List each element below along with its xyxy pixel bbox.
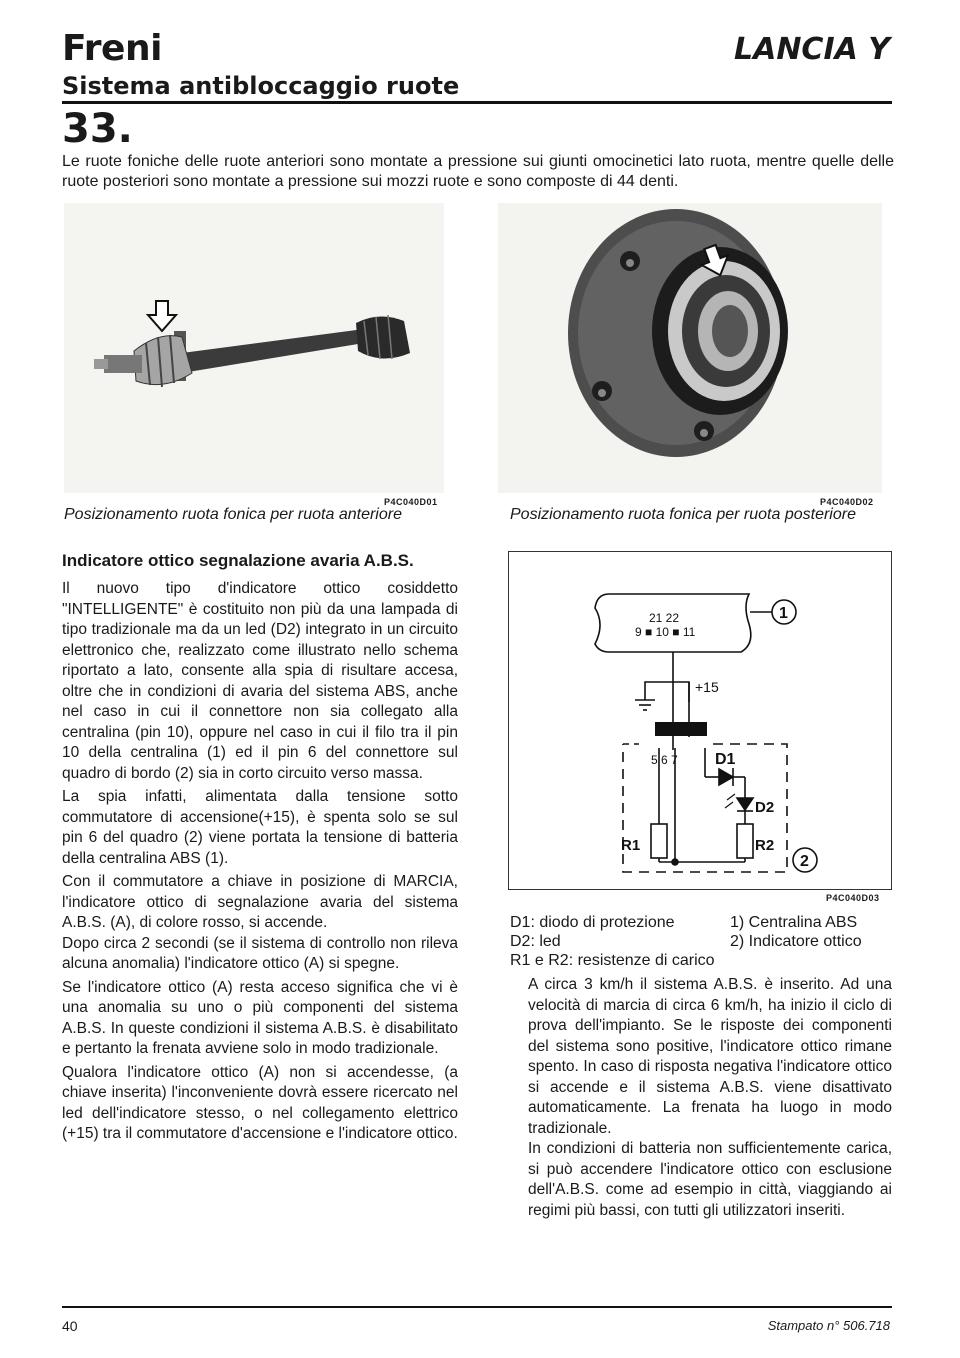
- legend-item: 1) Centralina ABS: [730, 914, 858, 931]
- legend-right: [730, 913, 862, 951]
- legend-left: [510, 913, 715, 970]
- paragraph: Con il commutatore a chiave in posizione di MARCIA, l'indicatore ottico di segnalazione avaria del sistema A.B.S. (A), di colore rosso, si accende.: [62, 873, 458, 931]
- paragraph: La spia infatti, alimentata dalla tensione sotto commutatore di accensione(+15), è spenta solo se sul pin 6 del quadro (2) viene portata la tensione di batteria della centralina ABS (1).: [62, 788, 458, 867]
- paragraph: A circa 3 km/h il sistema A.B.S. è inserito. Ad una velocità di marcia di circa 6 km/h, ha inizio il ciclo di prova dell'impianto. Se le risposte dei componenti del sistema sono positive, l'indicatore ottico rimane spento. In caso di risposta negativa l'indicatore ottico si accende e il sistema A.B.S. viene disattivato automaticamente. La frenata ha luogo in modo tradizionale.: [528, 976, 892, 1137]
- ecu-pins-top: 21 22: [649, 611, 680, 625]
- brand-title: LANCIA Y: [733, 32, 890, 67]
- label-r1: R1: [621, 837, 641, 854]
- section-heading: Indicatore ottico segnalazione avaria A.B.S.: [62, 551, 414, 570]
- print-reference: Stampato n° 506.718: [767, 1318, 890, 1333]
- paragraph: Qualora l'indicatore ottico (A) non si accendesse, (a chiave inserita) l'inconveniente dovrà essere ricercato nel led dell'indicatore stesso, o nel collegamento elettrico (+15) tra il commutatore d'accensione e l'indicatore ottico.: [62, 1063, 458, 1142]
- label-r2: R2: [755, 837, 775, 854]
- label-d2: D2: [755, 799, 775, 816]
- supply-label: +15: [695, 679, 719, 695]
- circuit-diagram: [508, 551, 892, 890]
- rear-hub-image: [498, 203, 882, 493]
- circuit-schematic: [509, 552, 891, 889]
- paragraph: Il nuovo tipo d'indicatore ottico cosiddetto "INTELLIGENTE" è costituito non più da una lampada di tipo tradizionale ma da un led (D2) integrato in un circuito elettronico che, realizzato come illustrato nello schema riportato a lato, consente alla spia di risultare accesa, oltre che in condizioni di avaria del sistema ABS, anche nel caso in cui il connettore non sia collegato alla centralina (pin 10), oppure nel caso in cui il filo tra il pin 10 della centralina (1) ed il pin 6 del connettore sul quadro di bordo (2) sia in corto circuito verso massa.: [62, 580, 458, 782]
- front-figure-caption: Posizionamento ruota fonica per ruota anteriore: [64, 506, 402, 523]
- section-subtitle: Sistema antibloccaggio ruote: [62, 72, 460, 100]
- legend-item: R1 e R2: resistenze di carico: [510, 952, 715, 969]
- marker-1: 1: [779, 605, 788, 622]
- legend-item: 2) Indicatore ottico: [730, 933, 862, 950]
- right-column-text: [528, 975, 892, 1221]
- marker-2: 2: [800, 853, 809, 870]
- legend-item: D2: led: [510, 933, 561, 950]
- section-number: 33.: [62, 106, 133, 152]
- rear-figure-code: P4C040D02: [820, 497, 874, 507]
- legend-item: D1: diodo di protezione: [510, 914, 675, 931]
- page-number: 40: [62, 1318, 78, 1334]
- rear-hub-photo: [498, 203, 882, 493]
- chapter-title: Freni: [62, 28, 162, 69]
- front-axle-photo: [64, 203, 444, 493]
- front-figure-code: P4C040D01: [384, 497, 438, 507]
- paragraph: Se l'indicatore ottico (A) resta acceso significa che vi è una anomalia su uno o più componenti del sistema A.B.S. In queste condizioni il sistema A.B.S. è disabilitato e pertanto la frenata avviene solo in modo tradizionale.: [62, 978, 458, 1057]
- diagram-figure-code: P4C040D03: [826, 893, 880, 903]
- footer-rule: [62, 1306, 892, 1308]
- header-rule: [62, 101, 892, 104]
- rear-figure-caption: Posizionamento ruota fonica per ruota posteriore: [510, 506, 856, 523]
- label-d1: D1: [715, 751, 736, 768]
- paragraph: In condizioni di batteria non sufficientemente carica, si può accendere l'indicatore ottico con esclusione dell'A.B.S. come ad esempio in città, viaggiando ai regimi più bassi, con tutti gli utilizzatori inseriti.: [528, 1140, 892, 1219]
- ecu-pins-bottom: 9 ■ 10 ■ 11: [635, 625, 696, 639]
- quadro-pins: 5 6 7: [651, 753, 678, 767]
- front-axle-image: [64, 203, 444, 493]
- paragraph: Dopo circa 2 secondi (se il sistema di controllo non rileva alcuna anomalia) l'indicatore ottico (A) si spegne.: [62, 934, 458, 972]
- left-column-text: [62, 579, 458, 1148]
- intro-paragraph: Le ruote foniche delle ruote anteriori sono montate a pressione sui giunti omocinetici lato ruota, mentre quelle delle ruote posteriori sono montate a pressione sui mozzi ruote e sono composte di 44 denti.: [62, 153, 894, 190]
